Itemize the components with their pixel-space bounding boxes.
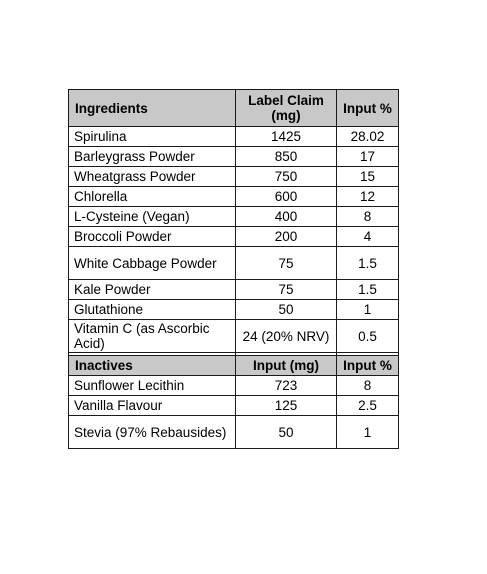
- label-claim-value: 600: [236, 187, 337, 207]
- ingredient-name: Broccoli Powder: [69, 227, 236, 247]
- input-percent-value: 12: [337, 187, 399, 207]
- table-row: [69, 300, 399, 320]
- table-row: [69, 280, 399, 300]
- input-mg-value: 723: [236, 376, 337, 396]
- ingredient-name: Stevia (97% Rebausides): [69, 416, 236, 449]
- input-percent-value: 8: [337, 376, 399, 396]
- table-row: [69, 127, 399, 147]
- actives-header-row: [69, 90, 399, 127]
- ingredients-table: [68, 89, 399, 449]
- ingredient-name: White Cabbage Powder: [69, 247, 236, 280]
- label-claim-value: 1425: [236, 127, 337, 147]
- table-row: [69, 396, 399, 416]
- label-claim-value: 24 (20% NRV): [236, 320, 337, 353]
- input-percent-value: 1: [337, 300, 399, 320]
- input-mg-value: 125: [236, 396, 337, 416]
- input-percent-value: 2.5: [337, 396, 399, 416]
- label-claim-value: 750: [236, 167, 337, 187]
- header-input-percent: Input %: [337, 90, 399, 127]
- inactives-header-row: [69, 356, 399, 376]
- ingredient-name: Chlorella: [69, 187, 236, 207]
- ingredient-name: L-Cysteine (Vegan): [69, 207, 236, 227]
- label-claim-value: 75: [236, 280, 337, 300]
- input-percent-value: 17: [337, 147, 399, 167]
- table-row: [69, 320, 399, 353]
- input-mg-value: 50: [236, 416, 337, 449]
- table-row: [69, 247, 399, 280]
- ingredient-name: Barleygrass Powder: [69, 147, 236, 167]
- input-percent-value: 1: [337, 416, 399, 449]
- ingredient-name: Vanilla Flavour: [69, 396, 236, 416]
- ingredient-name: Kale Powder: [69, 280, 236, 300]
- label-claim-value: 850: [236, 147, 337, 167]
- input-percent-value: 1.5: [337, 280, 399, 300]
- input-percent-value: 8: [337, 207, 399, 227]
- ingredient-name: Spirulina: [69, 127, 236, 147]
- input-percent-value: 0.5: [337, 320, 399, 353]
- label-claim-value: 75: [236, 247, 337, 280]
- header-inactives: Inactives: [69, 356, 236, 376]
- input-percent-value: 4: [337, 227, 399, 247]
- header-input-percent: Input %: [337, 356, 399, 376]
- table-row: [69, 376, 399, 396]
- header-input-mg: Input (mg): [236, 356, 337, 376]
- header-ingredients: Ingredients: [69, 90, 236, 127]
- label-claim-value: 400: [236, 207, 337, 227]
- input-percent-value: 1.5: [337, 247, 399, 280]
- input-percent-value: 28.02: [337, 127, 399, 147]
- table-row: [69, 207, 399, 227]
- ingredient-name: Sunflower Lecithin: [69, 376, 236, 396]
- ingredient-name: Vitamin C (as Ascorbic Acid): [69, 320, 236, 353]
- table-row: [69, 147, 399, 167]
- table-row: [69, 227, 399, 247]
- table-row: [69, 187, 399, 207]
- ingredient-name: Glutathione: [69, 300, 236, 320]
- table-row: [69, 416, 399, 449]
- ingredient-name: Wheatgrass Powder: [69, 167, 236, 187]
- header-label-claim: Label Claim (mg): [236, 90, 337, 127]
- label-claim-value: 50: [236, 300, 337, 320]
- input-percent-value: 15: [337, 167, 399, 187]
- label-claim-value: 200: [236, 227, 337, 247]
- table-row: [69, 167, 399, 187]
